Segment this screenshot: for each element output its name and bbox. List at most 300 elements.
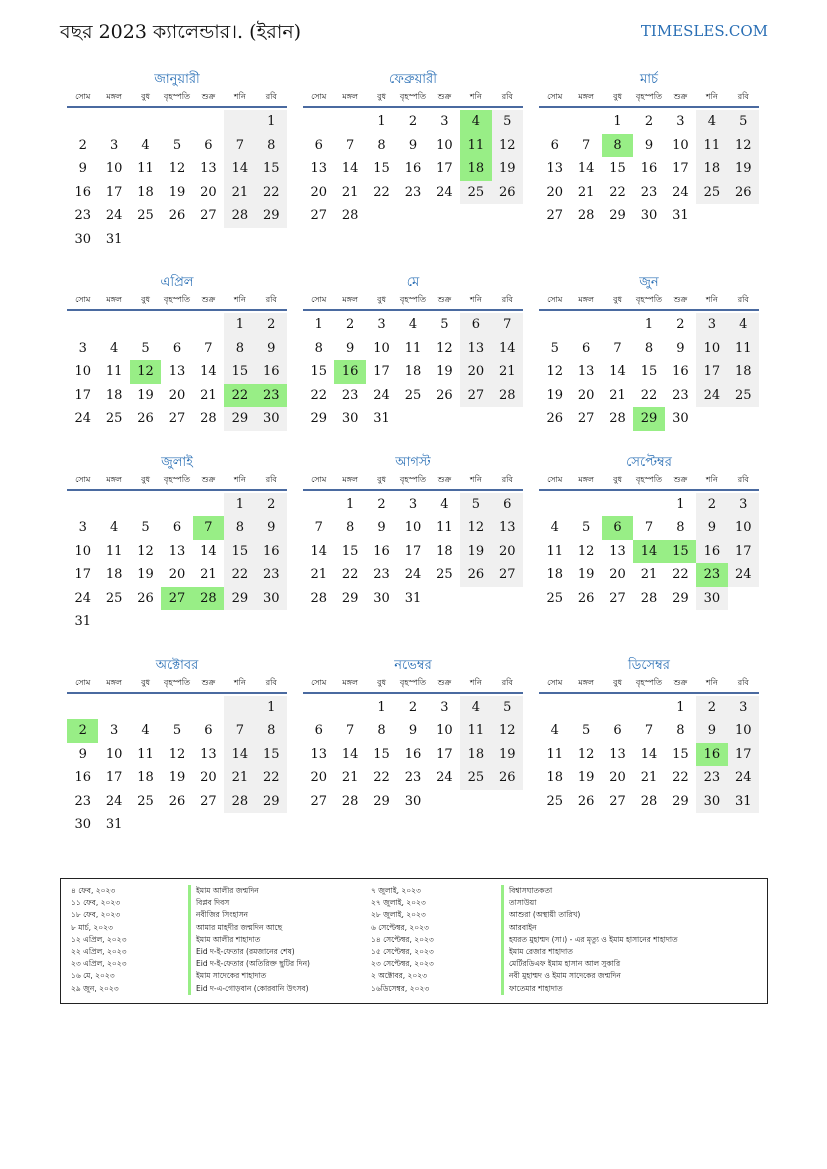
day-cell[interactable]: 16 <box>696 540 727 564</box>
day-cell[interactable]: 16 <box>256 360 287 384</box>
day-cell[interactable]: 24 <box>105 208 123 223</box>
day-cell[interactable]: 4 <box>460 696 491 720</box>
day-cell[interactable]: 27 <box>546 208 563 223</box>
day-cell[interactable]: 28 <box>341 208 359 223</box>
day-cell[interactable]: 20 <box>200 184 217 200</box>
day-cell[interactable]: 22 <box>224 384 255 408</box>
day-cell[interactable]: 26 <box>436 387 453 403</box>
day-cell[interactable]: 2 <box>345 317 355 332</box>
day-cell[interactable]: 28 <box>200 411 217 426</box>
day-cell[interactable]: 17 <box>105 184 123 200</box>
day-cell[interactable]: 31 <box>672 208 689 223</box>
day-cell[interactable]: 24 <box>728 766 759 790</box>
day-cell[interactable]: 6 <box>204 137 213 153</box>
day-cell[interactable]: 17 <box>436 161 453 176</box>
day-cell[interactable]: 7 <box>644 723 654 738</box>
day-cell[interactable]: 24 <box>672 184 689 200</box>
day-cell[interactable]: 19 <box>137 567 154 582</box>
day-cell[interactable]: 19 <box>546 387 563 403</box>
day-cell[interactable]: 7 <box>204 340 213 356</box>
day-cell[interactable]: 14 <box>640 746 658 762</box>
day-cell[interactable]: 8 <box>377 137 386 153</box>
day-cell[interactable]: 7 <box>193 516 224 540</box>
day-cell[interactable]: 3 <box>109 723 119 738</box>
day-cell[interactable]: 30 <box>256 587 287 611</box>
day-cell[interactable]: 1 <box>377 699 386 715</box>
day-cell[interactable]: 2 <box>377 496 386 512</box>
day-cell[interactable]: 15 <box>609 161 626 176</box>
day-cell[interactable]: 12 <box>168 746 186 762</box>
day-cell[interactable]: 8 <box>676 520 685 535</box>
day-cell[interactable]: 22 <box>672 770 689 785</box>
day-cell[interactable]: 18 <box>460 743 491 767</box>
day-cell[interactable]: 3 <box>676 114 685 129</box>
day-cell[interactable]: 29 <box>633 407 664 431</box>
day-cell[interactable]: 1 <box>345 496 355 512</box>
day-cell[interactable]: 30 <box>256 407 287 431</box>
day-cell[interactable]: 8 <box>676 723 685 738</box>
day-cell[interactable]: 26 <box>546 411 563 426</box>
day-cell[interactable]: 1 <box>256 696 287 720</box>
day-cell[interactable]: 3 <box>377 317 386 332</box>
day-cell[interactable]: 8 <box>377 723 386 738</box>
day-cell[interactable]: 27 <box>200 793 217 809</box>
day-cell[interactable]: 16 <box>74 770 91 785</box>
day-cell[interactable]: 23 <box>341 387 359 403</box>
day-cell[interactable]: 29 <box>341 590 359 606</box>
day-cell[interactable]: 29 <box>256 204 287 228</box>
day-cell[interactable]: 1 <box>377 114 386 129</box>
day-cell[interactable]: 21 <box>200 567 217 582</box>
day-cell[interactable]: 17 <box>105 770 123 785</box>
day-cell[interactable]: 25 <box>460 766 491 790</box>
day-cell[interactable]: 18 <box>404 364 422 379</box>
day-cell[interactable]: 1 <box>644 317 654 332</box>
day-cell[interactable]: 25 <box>105 590 123 606</box>
day-cell[interactable]: 25 <box>728 384 759 408</box>
day-cell[interactable]: 15 <box>341 543 359 559</box>
day-cell[interactable]: 13 <box>460 337 491 361</box>
day-cell[interactable]: 21 <box>640 770 658 785</box>
day-cell[interactable]: 30 <box>74 817 91 832</box>
day-cell[interactable]: 3 <box>408 496 418 512</box>
day-cell[interactable]: 10 <box>404 520 422 535</box>
day-cell[interactable]: 28 <box>341 793 359 809</box>
day-cell[interactable]: 26 <box>460 563 491 587</box>
day-cell[interactable]: 21 <box>609 387 626 403</box>
day-cell[interactable]: 24 <box>74 590 91 606</box>
day-cell[interactable]: 4 <box>141 723 150 738</box>
day-cell[interactable]: 3 <box>728 493 759 517</box>
day-cell[interactable]: 1 <box>676 699 685 715</box>
day-cell[interactable]: 4 <box>141 137 150 153</box>
day-cell[interactable]: 22 <box>256 766 287 790</box>
day-cell[interactable]: 22 <box>672 567 689 582</box>
day-cell[interactable]: 5 <box>141 340 150 356</box>
day-cell[interactable]: 21 <box>341 184 359 200</box>
day-cell[interactable]: 7 <box>224 134 255 158</box>
day-cell[interactable]: 29 <box>609 208 626 223</box>
day-cell[interactable]: 13 <box>310 746 327 762</box>
day-cell[interactable]: 29 <box>256 790 287 814</box>
day-cell[interactable]: 24 <box>728 563 759 587</box>
day-cell[interactable]: 3 <box>440 699 449 715</box>
day-cell[interactable]: 28 <box>640 793 658 809</box>
day-cell[interactable]: 6 <box>172 520 182 535</box>
day-cell[interactable]: 15 <box>256 157 287 181</box>
day-cell[interactable]: 10 <box>728 516 759 540</box>
day-cell[interactable]: 12 <box>436 340 453 356</box>
day-cell[interactable]: 30 <box>74 231 91 247</box>
day-cell[interactable]: 27 <box>460 384 491 408</box>
day-cell[interactable]: 30 <box>640 208 658 223</box>
day-cell[interactable]: 26 <box>492 766 523 790</box>
day-cell[interactable]: 3 <box>440 114 449 129</box>
day-cell[interactable]: 5 <box>172 723 182 738</box>
day-cell[interactable]: 26 <box>728 181 759 205</box>
day-cell[interactable]: 21 <box>341 770 359 785</box>
day-cell[interactable]: 3 <box>728 696 759 720</box>
day-cell[interactable]: 3 <box>696 313 727 337</box>
day-cell[interactable]: 29 <box>672 793 689 809</box>
day-cell[interactable]: 27 <box>161 587 192 611</box>
day-cell[interactable]: 30 <box>672 411 689 426</box>
day-cell[interactable]: 4 <box>550 723 559 738</box>
day-cell[interactable]: 11 <box>105 364 123 379</box>
day-cell[interactable]: 31 <box>728 790 759 814</box>
day-cell[interactable]: 2 <box>696 696 727 720</box>
day-cell[interactable]: 18 <box>460 157 491 181</box>
day-cell[interactable]: 3 <box>78 340 87 356</box>
day-cell[interactable]: 6 <box>314 723 323 738</box>
day-cell[interactable]: 22 <box>640 387 658 403</box>
day-cell[interactable]: 2 <box>256 493 287 517</box>
day-cell[interactable]: 19 <box>728 157 759 181</box>
day-cell[interactable]: 28 <box>224 204 255 228</box>
day-cell[interactable]: 11 <box>546 543 563 559</box>
day-cell[interactable]: 29 <box>672 590 689 606</box>
day-cell[interactable]: 13 <box>577 364 595 379</box>
day-cell[interactable]: 5 <box>550 340 559 356</box>
day-cell[interactable]: 21 <box>224 181 255 205</box>
day-cell[interactable]: 17 <box>373 364 390 379</box>
day-cell[interactable]: 15 <box>672 746 689 762</box>
day-cell[interactable]: 11 <box>436 520 453 535</box>
day-cell[interactable]: 28 <box>310 590 327 606</box>
day-cell[interactable]: 14 <box>341 161 359 176</box>
day-cell[interactable]: 24 <box>74 411 91 426</box>
day-cell[interactable]: 10 <box>672 137 689 153</box>
day-cell[interactable]: 20 <box>168 567 186 582</box>
day-cell[interactable]: 3 <box>78 520 87 535</box>
day-cell[interactable]: 15 <box>373 746 390 762</box>
day-cell[interactable]: 6 <box>492 493 523 517</box>
day-cell[interactable]: 24 <box>436 770 453 785</box>
day-cell[interactable]: 25 <box>460 181 491 205</box>
day-cell[interactable]: 1 <box>314 317 323 332</box>
day-cell[interactable]: 2 <box>408 114 418 129</box>
day-cell[interactable]: 19 <box>492 157 523 181</box>
day-cell[interactable]: 25 <box>546 590 563 606</box>
day-cell[interactable]: 28 <box>224 790 255 814</box>
day-cell[interactable]: 12 <box>577 543 595 559</box>
day-cell[interactable]: 30 <box>404 793 422 809</box>
day-cell[interactable]: 23 <box>74 208 91 223</box>
day-cell[interactable]: 8 <box>644 340 654 356</box>
day-cell[interactable]: 24 <box>436 184 453 200</box>
day-cell[interactable]: 12 <box>492 719 523 743</box>
day-cell[interactable]: 25 <box>105 411 123 426</box>
day-cell[interactable]: 22 <box>341 567 359 582</box>
day-cell[interactable]: 25 <box>404 387 422 403</box>
day-cell[interactable]: 8 <box>256 719 287 743</box>
day-cell[interactable]: 16 <box>74 184 91 200</box>
day-cell[interactable]: 9 <box>256 337 287 361</box>
day-cell[interactable]: 26 <box>137 411 154 426</box>
day-cell[interactable]: 2 <box>78 137 87 153</box>
day-cell[interactable]: 2 <box>696 493 727 517</box>
day-cell[interactable]: 11 <box>404 340 422 356</box>
day-cell[interactable]: 28 <box>577 208 595 223</box>
day-cell[interactable]: 24 <box>404 567 422 582</box>
day-cell[interactable]: 9 <box>408 723 418 738</box>
day-cell[interactable]: 19 <box>492 743 523 767</box>
day-cell[interactable]: 20 <box>310 770 327 785</box>
day-cell[interactable]: 6 <box>550 137 559 153</box>
day-cell[interactable]: 5 <box>728 110 759 134</box>
day-cell[interactable]: 10 <box>105 161 123 176</box>
day-cell[interactable]: 16 <box>404 161 422 176</box>
day-cell[interactable]: 20 <box>310 184 327 200</box>
day-cell[interactable]: 11 <box>137 746 154 762</box>
day-cell[interactable]: 17 <box>696 360 727 384</box>
day-cell[interactable]: 12 <box>546 364 563 379</box>
day-cell[interactable]: 7 <box>581 137 591 153</box>
day-cell[interactable]: 1 <box>224 313 255 337</box>
day-cell[interactable]: 27 <box>577 411 595 426</box>
day-cell[interactable]: 4 <box>728 313 759 337</box>
day-cell[interactable]: 19 <box>436 364 453 379</box>
day-cell[interactable]: 13 <box>492 516 523 540</box>
day-cell[interactable]: 5 <box>172 137 182 153</box>
day-cell[interactable]: 14 <box>200 543 217 559</box>
day-cell[interactable]: 23 <box>696 766 727 790</box>
day-cell[interactable]: 4 <box>440 496 449 512</box>
day-cell[interactable]: 19 <box>137 387 154 403</box>
day-cell[interactable]: 26 <box>137 590 154 606</box>
day-cell[interactable]: 6 <box>460 313 491 337</box>
day-cell[interactable]: 20 <box>546 184 563 200</box>
day-cell[interactable]: 15 <box>224 540 255 564</box>
day-cell[interactable]: 13 <box>168 543 186 559</box>
day-cell[interactable]: 22 <box>310 387 327 403</box>
day-cell[interactable]: 15 <box>256 743 287 767</box>
day-cell[interactable]: 9 <box>408 137 418 153</box>
day-cell[interactable]: 20 <box>609 567 626 582</box>
day-cell[interactable]: 16 <box>672 364 689 379</box>
day-cell[interactable]: 22 <box>373 184 390 200</box>
day-cell[interactable]: 14 <box>310 543 327 559</box>
day-cell[interactable]: 11 <box>105 543 123 559</box>
day-cell[interactable]: 7 <box>492 313 523 337</box>
day-cell[interactable]: 5 <box>581 520 591 535</box>
day-cell[interactable]: 22 <box>256 181 287 205</box>
day-cell[interactable]: 10 <box>105 746 123 762</box>
day-cell[interactable]: 13 <box>609 543 626 559</box>
day-cell[interactable]: 18 <box>546 770 563 785</box>
day-cell[interactable]: 8 <box>224 337 255 361</box>
day-cell[interactable]: 9 <box>78 161 87 176</box>
day-cell[interactable]: 20 <box>492 540 523 564</box>
day-cell[interactable]: 20 <box>168 387 186 403</box>
day-cell[interactable]: 23 <box>373 567 390 582</box>
day-cell[interactable]: 30 <box>373 590 390 606</box>
day-cell[interactable]: 27 <box>609 590 626 606</box>
day-cell[interactable]: 8 <box>256 134 287 158</box>
day-cell[interactable]: 11 <box>546 746 563 762</box>
day-cell[interactable]: 25 <box>137 793 154 809</box>
day-cell[interactable]: 21 <box>224 766 255 790</box>
day-cell[interactable]: 19 <box>168 184 186 200</box>
day-cell[interactable]: 4 <box>696 110 727 134</box>
day-cell[interactable]: 12 <box>137 543 154 559</box>
day-cell[interactable]: 19 <box>577 770 595 785</box>
day-cell[interactable]: 24 <box>696 384 727 408</box>
day-cell[interactable]: 10 <box>373 340 390 356</box>
day-cell[interactable]: 19 <box>577 567 595 582</box>
day-cell[interactable]: 10 <box>696 337 727 361</box>
day-cell[interactable]: 23 <box>640 184 658 200</box>
day-cell[interactable]: 14 <box>341 746 359 762</box>
day-cell[interactable]: 5 <box>440 317 449 332</box>
day-cell[interactable]: 15 <box>665 540 696 564</box>
day-cell[interactable]: 26 <box>577 793 595 809</box>
day-cell[interactable]: 25 <box>436 567 453 582</box>
day-cell[interactable]: 14 <box>224 157 255 181</box>
day-cell[interactable]: 10 <box>74 364 91 379</box>
day-cell[interactable]: 23 <box>404 184 422 200</box>
day-cell[interactable]: 25 <box>546 793 563 809</box>
day-cell[interactable]: 13 <box>200 161 217 176</box>
day-cell[interactable]: 22 <box>609 184 626 200</box>
day-cell[interactable]: 20 <box>460 360 491 384</box>
day-cell[interactable]: 16 <box>404 746 422 762</box>
day-cell[interactable]: 9 <box>696 719 727 743</box>
day-cell[interactable]: 24 <box>373 387 390 403</box>
day-cell[interactable]: 31 <box>74 614 91 629</box>
day-cell[interactable]: 18 <box>137 770 154 785</box>
day-cell[interactable]: 4 <box>460 110 491 134</box>
day-cell[interactable]: 31 <box>105 817 123 832</box>
day-cell[interactable]: 17 <box>74 387 91 403</box>
day-cell[interactable]: 2 <box>408 699 418 715</box>
day-cell[interactable]: 13 <box>609 746 626 762</box>
day-cell[interactable]: 23 <box>74 793 91 809</box>
day-cell[interactable]: 8 <box>224 516 255 540</box>
day-cell[interactable]: 16 <box>334 360 365 384</box>
day-cell[interactable]: 14 <box>492 337 523 361</box>
day-cell[interactable]: 23 <box>256 563 287 587</box>
day-cell[interactable]: 7 <box>644 520 654 535</box>
day-cell[interactable]: 8 <box>314 340 323 356</box>
day-cell[interactable]: 9 <box>256 516 287 540</box>
day-cell[interactable]: 29 <box>224 587 255 611</box>
day-cell[interactable]: 5 <box>492 696 523 720</box>
day-cell[interactable]: 28 <box>640 590 658 606</box>
day-cell[interactable]: 23 <box>256 384 287 408</box>
day-cell[interactable]: 7 <box>613 340 622 356</box>
day-cell[interactable]: 5 <box>492 110 523 134</box>
day-cell[interactable]: 13 <box>546 161 563 176</box>
day-cell[interactable]: 10 <box>74 543 91 559</box>
day-cell[interactable]: 2 <box>644 114 654 129</box>
day-cell[interactable]: 12 <box>130 360 161 384</box>
day-cell[interactable]: 21 <box>310 567 327 582</box>
day-cell[interactable]: 29 <box>310 411 327 426</box>
day-cell[interactable]: 2 <box>67 719 98 743</box>
day-cell[interactable]: 21 <box>640 567 658 582</box>
day-cell[interactable]: 25 <box>137 208 154 223</box>
day-cell[interactable]: 10 <box>728 719 759 743</box>
day-cell[interactable]: 13 <box>200 746 217 762</box>
day-cell[interactable]: 6 <box>204 723 213 738</box>
day-cell[interactable]: 6 <box>581 340 591 356</box>
day-cell[interactable]: 27 <box>492 563 523 587</box>
day-cell[interactable]: 13 <box>310 161 327 176</box>
brand-link[interactable]: TIMESLES.COM <box>640 22 768 40</box>
day-cell[interactable]: 14 <box>200 364 217 379</box>
day-cell[interactable]: 23 <box>404 770 422 785</box>
day-cell[interactable]: 4 <box>408 317 418 332</box>
day-cell[interactable]: 9 <box>644 137 654 153</box>
day-cell[interactable]: 12 <box>728 134 759 158</box>
day-cell[interactable]: 22 <box>373 770 390 785</box>
day-cell[interactable]: 4 <box>109 520 119 535</box>
day-cell[interactable]: 15 <box>640 364 658 379</box>
day-cell[interactable]: 17 <box>728 743 759 767</box>
day-cell[interactable]: 1 <box>613 114 622 129</box>
day-cell[interactable]: 28 <box>492 384 523 408</box>
day-cell[interactable]: 22 <box>224 563 255 587</box>
day-cell[interactable]: 18 <box>105 567 123 582</box>
day-cell[interactable]: 9 <box>696 516 727 540</box>
day-cell[interactable]: 17 <box>74 567 91 582</box>
day-cell[interactable]: 12 <box>492 134 523 158</box>
day-cell[interactable]: 31 <box>404 590 422 606</box>
day-cell[interactable]: 26 <box>492 181 523 205</box>
day-cell[interactable]: 7 <box>345 723 355 738</box>
day-cell[interactable]: 21 <box>492 360 523 384</box>
day-cell[interactable]: 7 <box>314 520 323 535</box>
day-cell[interactable]: 30 <box>696 587 727 611</box>
day-cell[interactable]: 26 <box>168 208 186 223</box>
day-cell[interactable]: 31 <box>105 231 123 247</box>
day-cell[interactable]: 9 <box>345 340 355 356</box>
day-cell[interactable]: 8 <box>345 520 355 535</box>
day-cell[interactable]: 31 <box>373 411 390 426</box>
day-cell[interactable]: 27 <box>609 793 626 809</box>
day-cell[interactable]: 15 <box>373 161 390 176</box>
day-cell[interactable]: 11 <box>460 134 491 158</box>
day-cell[interactable]: 5 <box>581 723 591 738</box>
day-cell[interactable]: 7 <box>345 137 355 153</box>
day-cell[interactable]: 5 <box>141 520 150 535</box>
day-cell[interactable]: 16 <box>256 540 287 564</box>
day-cell[interactable]: 23 <box>672 387 689 403</box>
day-cell[interactable]: 9 <box>78 746 87 762</box>
day-cell[interactable]: 26 <box>168 793 186 809</box>
day-cell[interactable]: 18 <box>728 360 759 384</box>
